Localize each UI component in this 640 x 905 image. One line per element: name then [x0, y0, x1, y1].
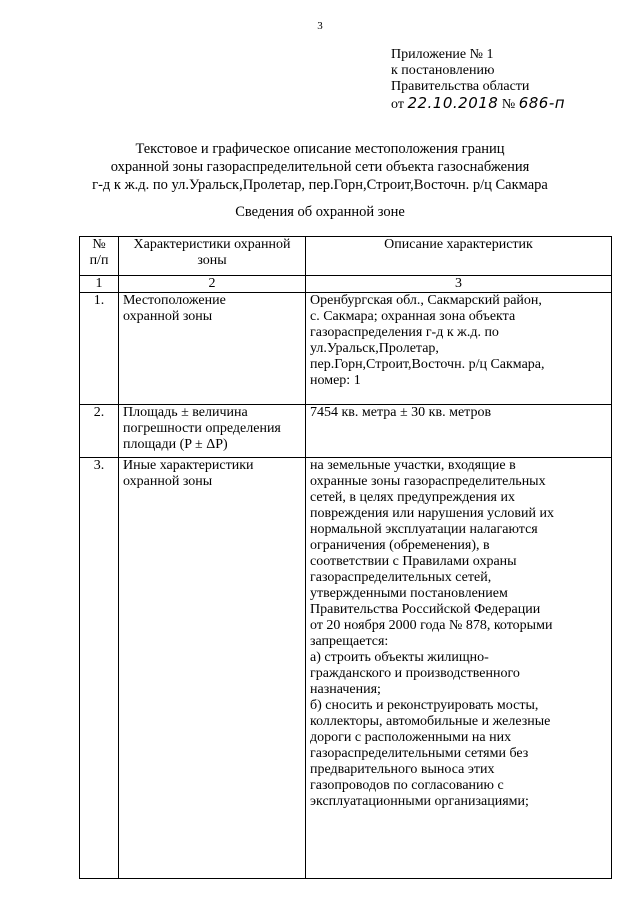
table-header-row — [80, 237, 612, 276]
row-number: 1. — [80, 293, 119, 405]
document-title — [0, 140, 640, 194]
row-number: 2. — [80, 405, 119, 458]
header-number: № п/п — [80, 237, 119, 276]
column-number-2: 2 — [119, 276, 306, 293]
table-row — [80, 293, 612, 405]
title-line-3: г-д к ж.д. по ул.Уральск,Пролетар, пер.Горн,Строит,Восточн. р/ц Сакмара — [92, 177, 548, 193]
header-characteristic: Характеристики охранной зоны — [119, 237, 306, 276]
row-description: на земельные участки, входящие в охранные зоны газораспределительных сетей, в целях предупреждения их повреждения или нарушения условий их нормальной эксплуатации налагаются ограничения (обременения), в соответствии с Правилами охраны газораспределительных сетей, утвержденными постановлением Правительства Российской Федерации от 20 ноября 2000 года № 878, которыми запрещается: а) строить объекты жилищно- гражданского и производственного назначения; б) сносить и реконструировать мосты, коллекторы, автомобильные и железные дороги с расположенными на них газораспределительными сетями без предварительного выноса этих газопроводов по согласованию с эксплуатационными организациями; — [306, 458, 612, 879]
column-number-1: 1 — [80, 276, 119, 293]
from-prefix: от — [391, 97, 404, 112]
attachment-line-3: Правительства области — [391, 79, 530, 94]
attachment-line-2: к постановлению — [391, 63, 495, 78]
row-characteristic: Местоположение охранной зоны — [119, 293, 306, 405]
attachment-line-1: Приложение № 1 — [391, 47, 494, 62]
handwritten-date: 22.10.2018 — [407, 94, 499, 112]
attachment-block — [391, 47, 565, 113]
title-line-1: Текстовое и графическое описание местоположения границ — [135, 141, 505, 157]
column-number-row — [80, 276, 612, 293]
table-row — [80, 458, 612, 879]
row-characteristic: Иные характеристики охранной зоны — [119, 458, 306, 879]
row-characteristic: Площадь ± величина погрешности определения площади (P ± ΔP) — [119, 405, 306, 458]
handwritten-number: 686-п — [518, 94, 566, 112]
title-line-2: охранной зоны газораспределительной сети объекта газоснабжения — [110, 159, 530, 175]
number-prefix: № — [501, 97, 516, 112]
row-description: 7454 кв. метра ± 30 кв. метров — [306, 405, 612, 458]
table-row — [80, 405, 612, 458]
page-number: 3 — [317, 20, 323, 32]
header-description: Описание характеристик — [306, 237, 612, 276]
row-number: 3. — [80, 458, 119, 879]
row-description: Оренбургская обл., Сакмарский район, с. Сакмара; охранная зона объекта газораспределения г-д к ж.д. по ул.Уральск,Пролетар, пер.Горн,Строит,Восточн. р/ц Сакмара, номер: 1 — [306, 293, 612, 405]
column-number-3: 3 — [306, 276, 612, 293]
attachment-date-line — [391, 95, 565, 113]
zone-table — [79, 236, 612, 879]
section-subtitle: Сведения об охранной зоне — [235, 204, 405, 220]
